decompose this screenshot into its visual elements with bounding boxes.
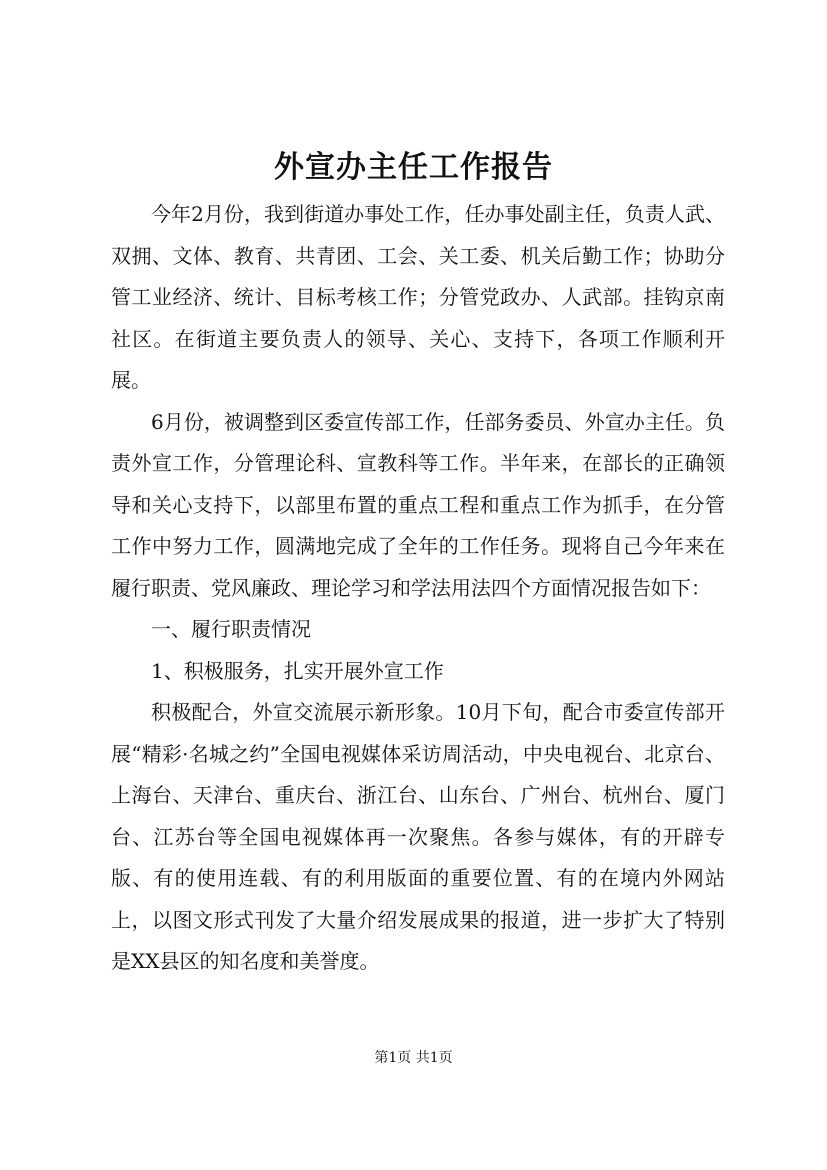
document-title: 外宣办主任工作报告: [274, 150, 553, 185]
paragraph-3: 积极配合，外宣交流展示新形象。10月下旬，配合市委宣传部开展“精彩·名城之约”全国电视媒体采访周活动，中央电视台、北京台、上海台、天津台、重庆台、浙江台、山东台、广州台、杭州台、厦门台、江苏台等全国电视媒体再一次聚焦。各参与媒体，有的开辟专版、有的使用连载、有的利用版面的重要位置、有的在境内外网站上，以图文形式刊发了大量介绍发展成果的报道，进一步扩大了特别是XX县区的知名度和美誉度。: [111, 700, 725, 973]
paragraph-2: 6月份，被调整到区委宣传部工作，任部务委员、外宣办主任。负责外宣工作，分管理论科、宣教科等工作。半年来，在部长的正确领导和关心支持下，以部里布置的重点工程和重点工作为抓手，在分管工作中努力工作，圆满地完成了全年的工作任务。现将自己今年来在履行职责、党风廉政、理论学习和学法用法四个方面情况报告如下：: [111, 409, 725, 600]
section-heading-1: 一、履行职责情况: [151, 617, 311, 641]
page-footer: 第1页 共1页: [374, 1050, 453, 1066]
document-body: [111, 194, 725, 983]
paragraph-1: 今年2月份，我到街道办事处工作，任办事处副主任，负责人武、双拥、文体、教育、共青团、工会、关工委、机关后勤工作；协助分管工业经济、统计、目标考核工作；分管党政办、人武部。挂钩京南社区。在街道主要负责人的领导、关心、支持下，各项工作顺利开展。: [111, 202, 725, 392]
subsection-heading-1: 1、积极服务，扎实开展外宣工作: [151, 658, 444, 683]
